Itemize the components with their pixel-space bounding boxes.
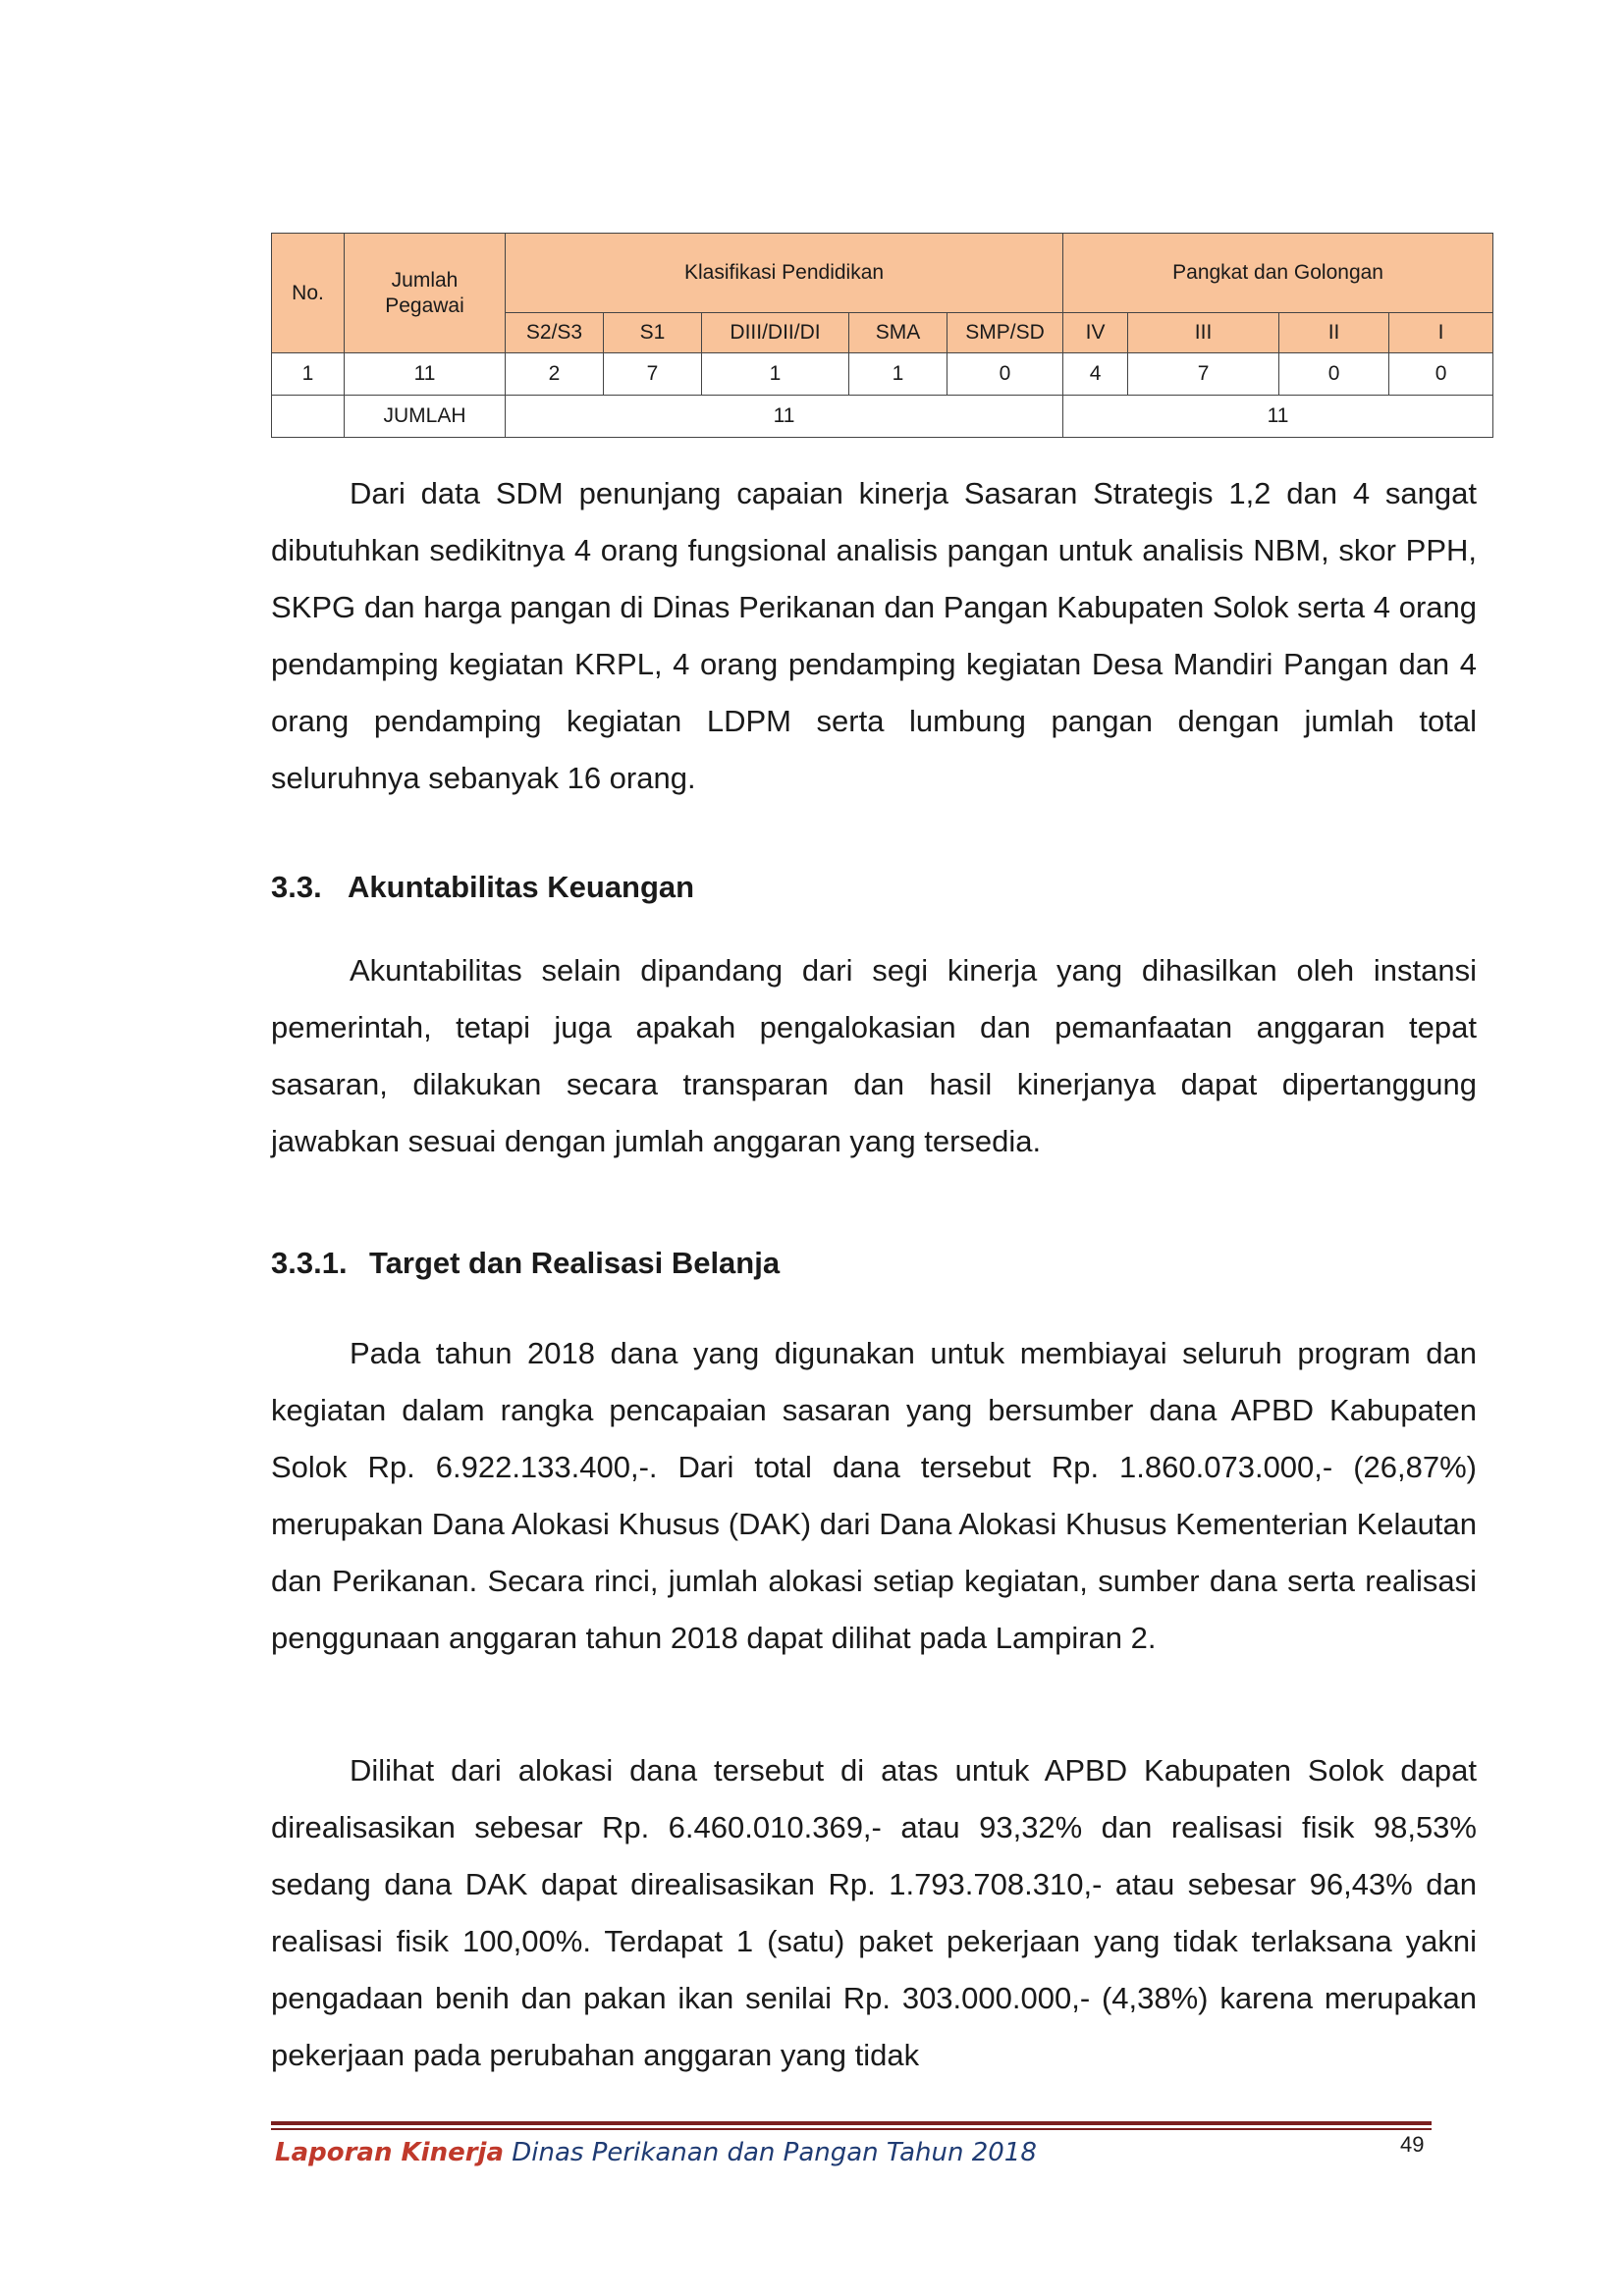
header-golongan-iv: IV [1063, 313, 1128, 353]
paragraph-akuntabilitas-text: Akuntabilitas selain dipandang dari segi kinerja yang dihasilkan oleh instansi pemerintah, tetapi juga apakah pengalokasian dan pemanfaatan anggaran tepat sasaran, dilakukan secara transparan dan hasil kinerjanya dapat dipertanggung jawabkan sesuai dengan jumlah anggaran yang tersedia. [271, 953, 1477, 1158]
paragraph-dana-2018 [271, 1325, 1477, 1667]
header-diii: DIII/DII/DI [702, 313, 849, 353]
table-cell: 0 [1389, 353, 1493, 396]
header-no: No. [272, 234, 345, 353]
footer-brand: Laporan Kinerja [275, 2138, 504, 2167]
header-klasifikasi-pendidikan: Klasifikasi Pendidikan [506, 234, 1063, 313]
paragraph-realisasi [271, 1742, 1477, 2084]
table-cell: 1 [702, 353, 849, 396]
table-cell: 4 [1063, 353, 1128, 396]
footer-rule-thick [271, 2121, 1432, 2125]
paragraph-akuntabilitas [271, 942, 1477, 1170]
table-cell: 7 [604, 353, 702, 396]
total-pendidikan: 11 [506, 396, 1063, 438]
table-cell: 2 [506, 353, 604, 396]
header-jumlah-pegawai [345, 234, 506, 353]
table-cell: 1 [272, 353, 345, 396]
table-cell: 11 [345, 353, 506, 396]
employee-table [271, 233, 1493, 438]
page-number: 49 [1400, 2132, 1425, 2157]
header-golongan-iii: III [1128, 313, 1279, 353]
total-pangkat: 11 [1063, 396, 1493, 438]
table-cell-empty [272, 396, 345, 438]
header-golongan-i: I [1389, 313, 1493, 353]
heading-target-realisasi [271, 1246, 780, 1281]
header-smp-sd: SMP/SD [947, 313, 1063, 353]
paragraph-realisasi-text: Dilihat dari alokasi dana tersebut di atas untuk APBD Kabupaten Solok dapat direalisasikan sebesar Rp. 6.460.010.369,- atau 93,32% dan realisasi fisik 98,53% sedang dana DAK dapat direalisasikan Rp. 1.793.708.310,- atau sebesar 96,43% dan realisasi fisik 100,00%. Terdapat 1 (satu) paket pekerjaan yang tidak terlaksana yakni pengadaan benih dan pakan ikan senilai Rp. 303.000.000,- (4,38%) karena merupakan pekerjaan pada perubahan anggaran yang tidak [271, 1753, 1477, 2072]
header-sma: SMA [849, 313, 947, 353]
heading-title: Akuntabilitas Keuangan [348, 870, 695, 904]
paragraph-dana-2018-text: Pada tahun 2018 dana yang digunakan untuk membiayai seluruh program dan kegiatan dalam rangka pencapaian sasaran yang bersumber dana APBD Kabupaten Solok Rp. 6.922.133.400,-. Dari total dana tersebut Rp. 1.860.073.000,- (26,87%) merupakan Dana Alokasi Khusus (DAK) dari Dana Alokasi Khusus Kementerian Kelautan dan Perikanan. Secara rinci, jumlah alokasi setiap kegiatan, sumber dana serta realisasi penggunaan anggaran tahun 2018 dapat dilihat pada Lampiran 2. [271, 1336, 1477, 1655]
total-label: JUMLAH [345, 396, 506, 438]
header-s2s3: S2/S3 [506, 313, 604, 353]
header-s1: S1 [604, 313, 702, 353]
table-cell: 1 [849, 353, 947, 396]
heading-number: 3.3.1. [271, 1246, 348, 1280]
header-pangkat-golongan: Pangkat dan Golongan [1063, 234, 1493, 313]
heading-title: Target dan Realisasi Belanja [369, 1246, 781, 1280]
table-cell: 0 [1279, 353, 1389, 396]
paragraph-sdm [271, 465, 1477, 807]
header-jumlah-pegawai-label: Jumlah Pegawai [385, 268, 464, 317]
table-cell: 7 [1128, 353, 1279, 396]
table-cell: 0 [947, 353, 1063, 396]
footer-report-title [275, 2138, 1037, 2167]
heading-akuntabilitas-keuangan [271, 870, 694, 905]
header-golongan-ii: II [1279, 313, 1389, 353]
table-row [272, 353, 1493, 396]
paragraph-sdm-text: Dari data SDM penunjang capaian kinerja Sasaran Strategis 1,2 dan 4 sangat dibutuhkan sedikitnya 4 orang fungsional analisis pangan untuk analisis NBM, skor PPH, SKPG dan harga pangan di Dinas Perikanan dan Pangan Kabupaten Solok serta 4 orang pendamping kegiatan KRPL, 4 orang pendamping kegiatan Desa Mandiri Pangan dan 4 orang pendamping kegiatan LDPM serta lumbung pangan dengan jumlah total seluruhnya sebanyak 16 orang. [271, 476, 1477, 795]
footer-rule-thin [271, 2128, 1432, 2130]
heading-number: 3.3. [271, 870, 322, 904]
table-total-row [272, 396, 1493, 438]
footer-subtitle: Dinas Perikanan dan Pangan Tahun 2018 [512, 2138, 1037, 2167]
